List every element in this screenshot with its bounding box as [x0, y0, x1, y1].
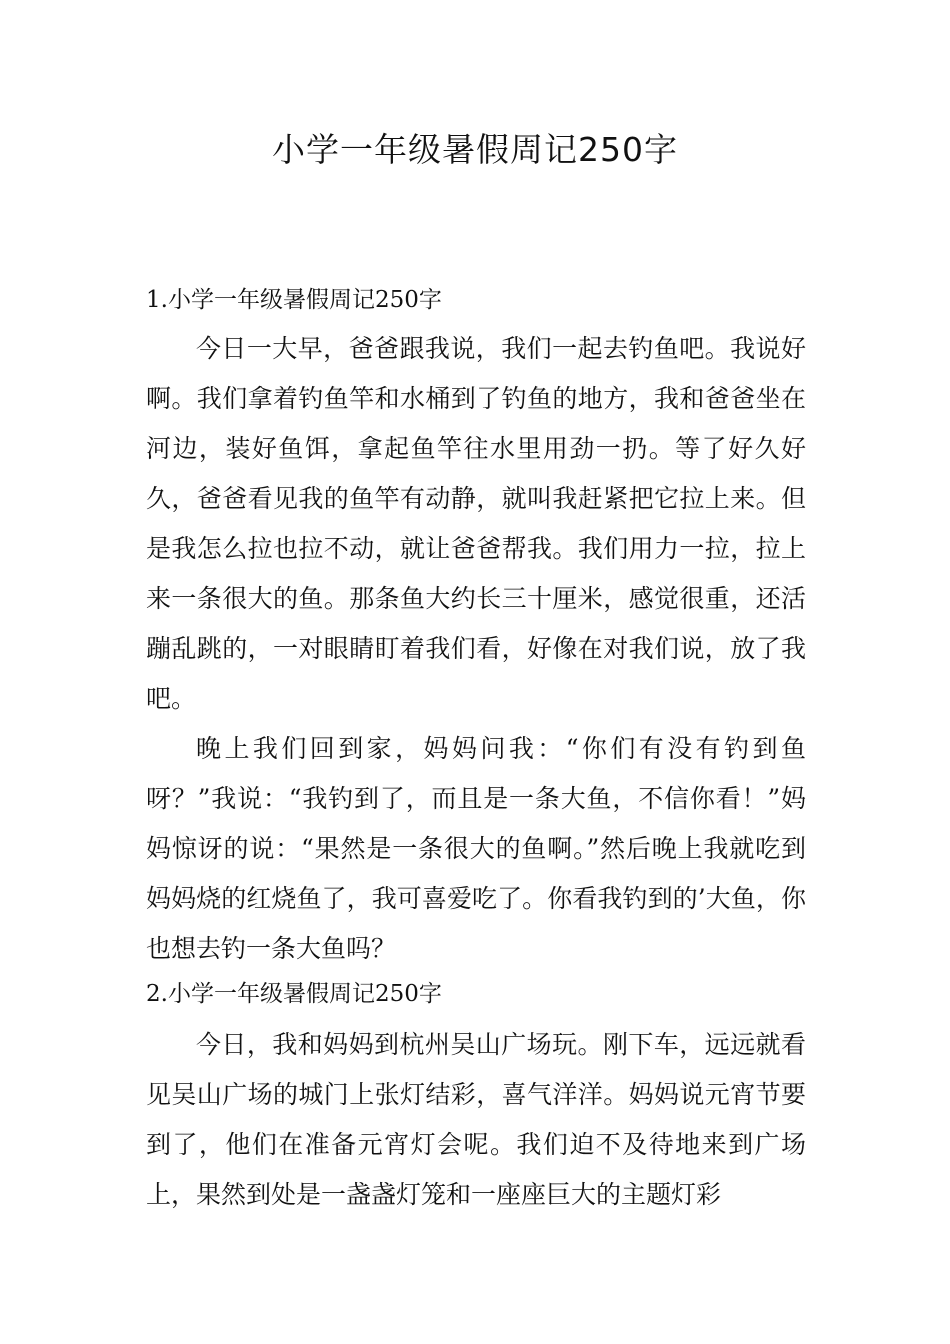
section-1-paragraph-2: 晚上我们回到家，妈妈问我：“你们有没有钓到鱼呀？”我说：“我钓到了，而且是一条大鱼，不信你看！”妈妈惊讶的说：“果然是一条很大的鱼啊。”然后晚上我就吃到妈妈烧的红烧鱼了，我可喜爱吃了。你看我钓到的’大鱼，你也想去钓一条大鱼吗？: [146, 734, 806, 963]
section-2-paragraph-1: 今日，我和妈妈到杭州吴山广场玩。刚下车，远远就看见吴山广场的城门上张灯结彩，喜气洋洋。妈妈说元宵节要到了，他们在准备元宵灯会呢。我们迫不及待地来到广场上，果然到处是一盏盏灯笼和一座座巨大的主题灯彩: [146, 1030, 806, 1209]
section-heading-1: 1.小学一年级暑假周记250字: [146, 287, 442, 313]
document-body: [146, 282, 806, 1220]
section-1-paragraph-1: 今日一大早，爸爸跟我说，我们一起去钓鱼吧。我说好啊。我们拿着钓鱼竿和水桶到了钓鱼的地方，我和爸爸坐在河边，装好鱼饵，拿起鱼竿往水里用劲一扔。等了好久好久，爸爸看见我的鱼竿有动静，就叫我赶紧把它拉上来。但是我怎么拉也拉不动，就让爸爸帮我。我们用力一拉，拉上来一条很大的鱼。那条鱼大约长三十厘米，感觉很重，还活蹦乱跳的，一对眼睛盯着我们看，好像在对我们说，放了我吧。: [146, 334, 806, 713]
section-heading-2: 2.小学一年级暑假周记250字: [146, 981, 442, 1007]
document-title: 小学一年级暑假周记250字: [272, 130, 678, 169]
